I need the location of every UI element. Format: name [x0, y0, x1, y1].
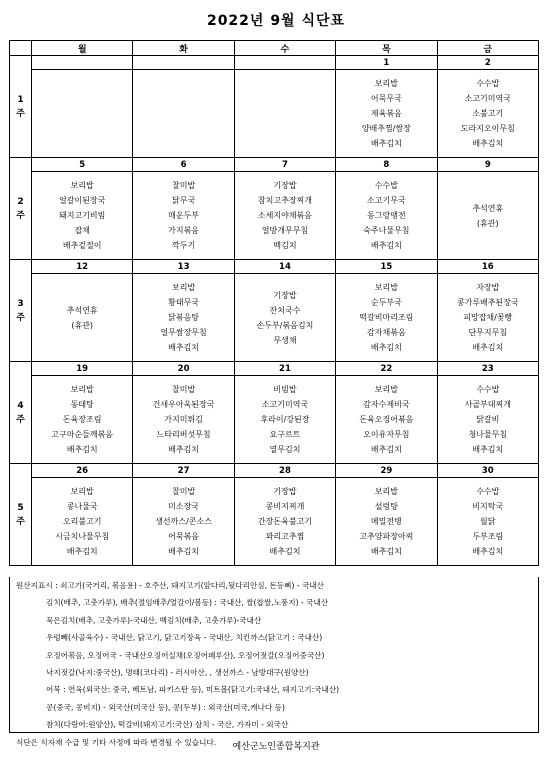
day-date: 16 [437, 260, 538, 274]
menu-item: 떡갈비마리조림 [359, 313, 414, 322]
menu-item: 콩비지찌개 [265, 502, 305, 511]
day-date: 29 [336, 464, 437, 478]
menu-row [10, 172, 539, 260]
week-label-line: 주 [16, 108, 25, 119]
menu-item: 설렁탕 [374, 502, 398, 511]
menu-item: 배추김치 [66, 445, 98, 454]
menu-item: 어묵볶음 [168, 532, 200, 541]
origin-note-line: 오징어볶음, 오징어국 - 국내산오징어실채(오징어페루산), 오징어젓갈(오징어중국산) [46, 650, 325, 660]
day-menu-cell [133, 478, 234, 566]
day-date: 9 [437, 158, 538, 172]
day-menu-cell [234, 478, 335, 566]
menu-item: 깍두기 [171, 241, 196, 250]
menu-item: 콩나물국 [66, 502, 98, 511]
week-label [10, 362, 32, 464]
menu-item: 사골부대찌개 [464, 400, 511, 409]
menu-item: (휴관) [71, 320, 94, 330]
day-menu-cell [32, 478, 133, 566]
day-menu-cell [133, 274, 234, 362]
day-menu-cell [32, 274, 133, 362]
origin-note-line: 참치(다랑어:원양산), 떡갈비(돼지고기:국산) 삼치 - 국산, 가자미 - 외국산 [46, 720, 289, 730]
day-date: 30 [437, 464, 538, 478]
day-menu-cell [234, 376, 335, 464]
menu-item: (휴관) [476, 218, 499, 228]
menu-item: 청나물무침 [468, 430, 508, 439]
origin-note-line: 콩(중국, 콩비지) - 외국산(미국산 등), 콩(두부) : 외국산(미국,캐나다 등) [46, 702, 285, 712]
day-date: 20 [133, 362, 234, 376]
menu-item: 미소장국 [168, 502, 200, 511]
day-menu-cell [234, 172, 335, 260]
menu-item: 피망잡채/꽃빵 [463, 313, 513, 322]
weekday-header: 수 [234, 41, 335, 56]
menu-item: 요구르트 [269, 430, 301, 439]
day-date: 21 [234, 362, 335, 376]
menu-item: 보리밥 [374, 487, 398, 496]
menu-item: 기장밥 [273, 487, 297, 496]
menu-item: 배추김치 [370, 241, 402, 250]
menu-item: 양배추찜/쌈장 [361, 124, 411, 133]
menu-item: 찰미밥 [171, 385, 196, 394]
menu-item: 소고기무국 [367, 196, 406, 205]
day-date: 2 [437, 56, 538, 70]
menu-item: 얼갈이된장국 [59, 196, 106, 205]
week-label-line: 2 [17, 196, 24, 207]
menu-item: 숙주나물무침 [363, 226, 410, 235]
day-date [234, 56, 335, 70]
menu-item: 순두부국 [370, 298, 402, 307]
week-label-line: 4 [17, 400, 24, 411]
menu-item: 보리밥 [70, 181, 94, 190]
menu-item: 보리밥 [70, 487, 94, 496]
menu-item: 매운두부 [168, 211, 200, 220]
menu-item: 월닭 [480, 517, 496, 526]
menu-item: 보리밥 [374, 385, 398, 394]
menu-item: 동태탕 [70, 400, 94, 409]
menu-item: 닭무국 [171, 196, 196, 205]
menu-item: 돈육오징어볶음 [359, 415, 414, 424]
day-menu-cell [336, 478, 437, 566]
menu-item: 자장밥 [476, 283, 500, 292]
weekday-header: 월 [32, 41, 133, 56]
menu-item: 보리밥 [374, 79, 398, 88]
menu-item: 닭갈비 [476, 415, 500, 424]
day-menu-cell [133, 376, 234, 464]
day-date: 6 [133, 158, 234, 172]
menu-item: 오이유자무침 [363, 430, 410, 439]
menu-item: 제육볶음 [370, 109, 402, 118]
day-date: 13 [133, 260, 234, 274]
menu-item: 배추김치 [370, 139, 402, 148]
weekday-header: 화 [133, 41, 234, 56]
day-menu-cell [133, 70, 234, 158]
menu-item: 느타리버섯무침 [156, 430, 211, 439]
origin-note-line: 묵은김치(배추, 고춧가루)-국내산, 백김치(배추, 고춧가루)-국내산 [46, 615, 262, 625]
menu-item: 얼무쌈장무침 [160, 328, 207, 337]
day-menu-cell [32, 172, 133, 260]
menu-item: 백김치 [273, 241, 297, 250]
day-date: 26 [32, 464, 133, 478]
day-menu-cell [234, 70, 335, 158]
menu-item: 배추김치 [472, 445, 504, 454]
menu-item: 열무김치 [269, 445, 301, 454]
week-label [10, 56, 32, 158]
menu-table [9, 40, 539, 566]
weekday-header-row [10, 41, 539, 56]
day-menu-cell [437, 70, 538, 158]
menu-item: 수수밥 [476, 79, 500, 88]
menu-item: 황태무국 [168, 298, 200, 307]
menu-item: 배추김치 [370, 547, 402, 556]
menu-item: 단무지무침 [468, 328, 508, 337]
week-label-line: 주 [16, 312, 25, 323]
day-date: 28 [234, 464, 335, 478]
menu-item: 소고기미역국 [261, 400, 309, 409]
day-date [133, 56, 234, 70]
menu-item: 기장밥 [273, 290, 297, 300]
menu-item: 찰미밥 [171, 487, 196, 496]
day-date: 1 [336, 56, 437, 70]
menu-item: 소고기미역국 [464, 94, 511, 103]
menu-item: 콩가루배추된장국 [456, 298, 519, 307]
date-row [10, 260, 539, 274]
day-date: 5 [32, 158, 133, 172]
menu-item: 도라지오이무침 [460, 124, 515, 133]
origin-note-line: 우렁뻬(사골육수) - 국내산, 닭고기, 닭고기장육 - 국내산, 치킨까스(닭고기 : 국내산) [46, 633, 323, 643]
menu-item: 기장밥 [273, 181, 297, 190]
menu-row [10, 274, 539, 362]
week-label-line: 5 [17, 502, 24, 513]
day-menu-cell [437, 274, 538, 362]
date-row [10, 56, 539, 70]
origin-note-line: 식단은 식자재 수급 및 기타 사정에 따라 변경될 수 있습니다. [16, 737, 217, 747]
menu-item: 가지볶음 [168, 226, 200, 235]
organization-name: 예산군노인종합복지관 [232, 742, 320, 752]
menu-row [10, 70, 539, 158]
menu-item: 소불고기 [472, 109, 504, 118]
menu-item: 비빔밥 [273, 385, 297, 394]
menu-row [10, 478, 539, 566]
day-menu-cell [32, 376, 133, 464]
menu-item: 간장돈육불고기 [257, 517, 313, 526]
menu-item: 배추김치 [269, 547, 301, 556]
week-label [10, 260, 32, 362]
menu-item: 보리밥 [70, 385, 94, 394]
menu-item: 메밀전병 [370, 517, 402, 526]
menu-item: 배추김치 [472, 139, 504, 148]
day-date [32, 56, 133, 70]
week-label-line: 주 [16, 414, 25, 425]
day-date: 15 [336, 260, 437, 274]
week-label-line: 주 [16, 516, 25, 527]
week-label-line: 3 [17, 298, 24, 309]
day-menu-cell [133, 172, 234, 260]
menu-item: 배추김치 [66, 547, 98, 556]
menu-item: 배추김치 [472, 547, 504, 556]
menu-item: 추석연휴 [66, 305, 98, 315]
menu-item: 두부조림 [472, 532, 504, 541]
menu-item: 배추김치 [168, 547, 200, 556]
day-menu-cell [32, 70, 133, 158]
menu-item: 돼지고기비빔 [59, 211, 106, 220]
menu-item: 수수밥 [476, 385, 500, 394]
menu-item: 감자채볶음 [367, 328, 406, 337]
weekday-header: 금 [437, 41, 538, 56]
menu-item: 감자수제비국 [363, 400, 410, 409]
menu-item: 배추김치 [370, 445, 402, 454]
menu-item: 수수밥 [476, 487, 500, 496]
menu-item: 닭볶음탕 [168, 313, 200, 322]
menu-item: 잔치국수 [269, 305, 301, 315]
week-label-line: 1 [17, 94, 24, 105]
menu-item: 보리밥 [171, 283, 196, 292]
day-date: 8 [336, 158, 437, 172]
menu-item: 참치고추장찌개 [257, 196, 313, 205]
day-menu-cell [437, 376, 538, 464]
menu-item: 배추김치 [472, 343, 504, 352]
origin-note-line: 김치(배추, 고춧가루), 배추(절임배추/얼갈이/봄동) : 국내산, 쌀(찹쌀,노풍지) - 국내산 [46, 598, 329, 608]
menu-item: 오리불고기 [62, 517, 102, 526]
day-date: 23 [437, 362, 538, 376]
menu-item: 배추김치 [168, 445, 200, 454]
menu-body [10, 56, 539, 566]
menu-item: 어묵무국 [370, 94, 402, 103]
menu-item: 후라이/강된장 [260, 415, 310, 424]
day-menu-cell [336, 70, 437, 158]
date-row [10, 158, 539, 172]
menu-item: 돈육장조림 [62, 415, 102, 424]
day-date: 7 [234, 158, 335, 172]
day-date: 22 [336, 362, 437, 376]
menu-item: 가지미튀김 [164, 415, 203, 424]
menu-item: 손두부/볶음김치 [256, 320, 314, 330]
menu-item: 잡채 [74, 226, 90, 235]
date-row [10, 362, 539, 376]
menu-item: 생선까스/콘소스 [155, 517, 212, 526]
day-date: 19 [32, 362, 133, 376]
menu-item: 찰미밥 [171, 181, 196, 190]
day-menu-cell [234, 274, 335, 362]
menu-item: 동그랑땡전 [367, 211, 406, 220]
day-date: 12 [32, 260, 133, 274]
date-row [10, 464, 539, 478]
menu-item: 배추김치 [168, 343, 200, 352]
day-date: 14 [234, 260, 335, 274]
corner-cell [10, 41, 32, 56]
menu-item: 추석연휴 [472, 203, 504, 213]
menu-item: 비지탁국 [472, 502, 504, 511]
day-menu-cell [336, 376, 437, 464]
menu-item: 수수밥 [374, 181, 398, 190]
menu-item: 배추겉절이 [62, 241, 102, 250]
origin-note-line: 원산지표시 : 쇠고기(국거리, 볶음용) - 호주산, 돼지고기(앞다리,뒷다리안심, 돈등뼈) - 국내산 [16, 581, 325, 590]
menu-item: 얼방개무무침 [261, 226, 309, 235]
day-menu-cell [336, 172, 437, 260]
menu-item: 고추양파장아찌 [359, 532, 414, 541]
menu-item: 소세지야채볶음 [257, 211, 313, 220]
menu-item: 배추김치 [370, 343, 402, 352]
menu-item: 보리밥 [374, 283, 398, 292]
menu-item: 꽈리고추찜 [265, 532, 305, 541]
day-date: 27 [133, 464, 234, 478]
day-menu-cell [437, 172, 538, 260]
page-title: 2022년 9월 식단표 [206, 13, 346, 29]
origin-note-line: 낙지젓갈(낙지:중국산), 명태(코다리) - 러시아산, , 생선까스 - 남방대구(원양산) [46, 668, 309, 678]
week-label [10, 464, 32, 566]
menu-row [10, 376, 539, 464]
menu-item: 시금치나물무침 [55, 532, 110, 541]
day-menu-cell [336, 274, 437, 362]
menu-item: 건새우아욱된장국 [152, 400, 215, 409]
week-label-line: 주 [16, 210, 25, 221]
menu-item: 무생채 [273, 335, 297, 345]
menu-item: 고구마순들깨볶음 [51, 430, 114, 439]
day-menu-cell [437, 478, 538, 566]
weekday-header: 목 [336, 41, 437, 56]
week-label [10, 158, 32, 260]
origin-note-line: 어묵 : 연육(외국산: 중국, 베트남, 파키스탄 등), 미트볼(닭고기:국내산, 돼지고기:국내산) [46, 685, 340, 695]
